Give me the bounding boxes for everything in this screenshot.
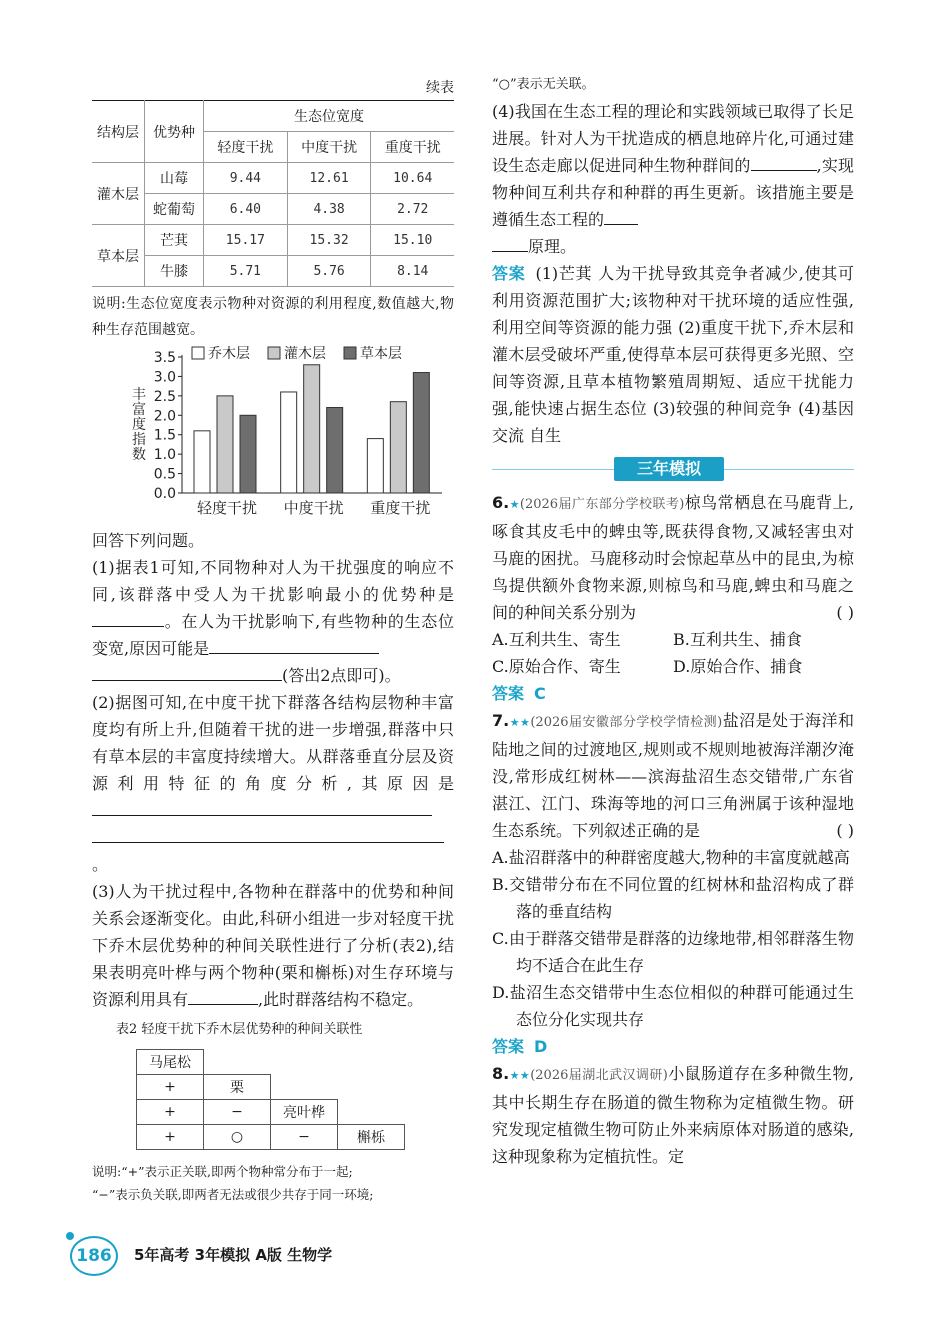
difficulty-star-icon: ★★ bbox=[509, 1069, 531, 1082]
answer-block-7: 答案 D bbox=[492, 1037, 548, 1056]
answer-blank bbox=[92, 610, 164, 627]
x-tick-label: 轻度干扰 bbox=[196, 499, 258, 517]
table-row: 草本层 芒萁 15.17 15.32 15.10 bbox=[92, 225, 454, 256]
table-cell: 马尾松 bbox=[137, 1050, 204, 1075]
y-tick-label: 0.5 bbox=[153, 466, 176, 483]
bar-灌木层-轻度干扰 bbox=[217, 396, 233, 493]
table-cell: 亮叶桦 bbox=[271, 1100, 338, 1125]
empty-cell bbox=[338, 1075, 405, 1100]
answer-block-6: 答案 C bbox=[492, 684, 546, 703]
banner-title: 三年模拟 bbox=[614, 457, 724, 481]
legend-swatch bbox=[344, 347, 356, 359]
richness-bar-chart bbox=[122, 345, 452, 525]
bar-乔木层-轻度干扰 bbox=[194, 431, 210, 493]
y-tick-label: 2.5 bbox=[153, 388, 176, 405]
bar-灌木层-重度干扰 bbox=[390, 402, 406, 493]
option-c: C.原始合作、寄生 bbox=[492, 657, 621, 676]
table-cell: + bbox=[137, 1075, 204, 1100]
y-tick-label: 0.0 bbox=[153, 486, 176, 502]
left-column bbox=[92, 78, 454, 1206]
difficulty-star-icon: ★ bbox=[509, 498, 520, 511]
table-cell: 栗 bbox=[204, 1075, 271, 1100]
page-footer bbox=[62, 1236, 462, 1276]
y-tick-label: 2.0 bbox=[153, 408, 176, 425]
options-row bbox=[492, 626, 854, 653]
table-row bbox=[137, 1075, 405, 1100]
dot-icon bbox=[66, 1232, 74, 1240]
book-title: 5年高考 3年模拟 A版 生物学 bbox=[134, 1246, 333, 1264]
table-row: 蛇葡萄 6.40 4.38 2.72 bbox=[92, 194, 454, 225]
empty-cell bbox=[338, 1050, 405, 1075]
option-d: D.盐沼生态交错带中生态位相似的种群可能通过生态位分化实现共存 bbox=[492, 983, 854, 1029]
option-c: C.由于群落交错带是群落的边缘地带,相邻群落生物均不适合在此生存 bbox=[492, 929, 854, 975]
bar-乔木层-重度干扰 bbox=[367, 439, 383, 493]
option-a: A.盐沼群落中的种群密度越大,物种的丰富度就越高 bbox=[492, 848, 850, 867]
option-b: B.互利共生、捕食 bbox=[673, 630, 802, 649]
th-layer: 结构层 bbox=[92, 101, 145, 163]
legend-label: 草本层 bbox=[360, 346, 402, 362]
table-cell: + bbox=[137, 1100, 204, 1125]
table2-note-1: 说明:“+”表示正关联,即两个物种常分布于一起; bbox=[92, 1164, 353, 1179]
y-tick-label: 1.5 bbox=[153, 427, 176, 444]
x-tick-label: 重度干扰 bbox=[370, 499, 431, 517]
right-column bbox=[492, 78, 854, 1170]
th-heavy: 重度干扰 bbox=[371, 132, 454, 163]
table-row: 灌木层 山莓 9.44 12.61 10.64 bbox=[92, 163, 454, 194]
table2-caption: 表2 轻度干扰下乔木层优势种的种间关联性 bbox=[116, 1022, 363, 1037]
table-cell: + bbox=[137, 1125, 204, 1150]
legend-label: 乔木层 bbox=[208, 346, 250, 362]
y-tick-label: 3.0 bbox=[153, 369, 176, 386]
bar-草本层-轻度干扰 bbox=[240, 415, 256, 493]
answer-blank bbox=[188, 988, 258, 1005]
table-cell: ○ bbox=[204, 1125, 271, 1150]
answer-blank bbox=[209, 637, 379, 654]
table-row: 牛膝 5.71 5.76 8.14 bbox=[92, 256, 454, 287]
bar-乔木层-中度干扰 bbox=[281, 392, 297, 493]
answer-label: 答案 bbox=[492, 264, 526, 283]
question-1: (1)据表1可知,不同物种对人为干扰强度的响应不同,该群落中受人为干扰影响最小的优势种是。在人为干扰影响下,有些物种的生态位变宽,原因可能是 (答出2点即可)。 bbox=[92, 558, 454, 685]
answer-blank bbox=[492, 235, 528, 252]
options-row bbox=[492, 653, 854, 680]
table-cell: 槲栎 bbox=[338, 1125, 405, 1150]
th-medium: 中度干扰 bbox=[287, 132, 371, 163]
table2-note-3: “○”表示无关联。 bbox=[492, 77, 595, 92]
option-a: A.互利共生、寄生 bbox=[492, 630, 621, 649]
table-cell: − bbox=[204, 1100, 271, 1125]
empty-cell bbox=[271, 1050, 338, 1075]
table-cell: − bbox=[271, 1125, 338, 1150]
option-d: D.原始合作、捕食 bbox=[673, 657, 803, 676]
legend-swatch bbox=[268, 347, 280, 359]
y-tick-label: 1.0 bbox=[153, 447, 176, 464]
difficulty-star-icon: ★★ bbox=[509, 716, 531, 729]
empty-cell bbox=[271, 1075, 338, 1100]
answer-blank bbox=[751, 154, 817, 171]
th-light: 轻度干扰 bbox=[204, 132, 288, 163]
answer-blank bbox=[92, 799, 432, 816]
question-intro: 回答下列问题。 bbox=[92, 531, 205, 550]
empty-cell bbox=[338, 1100, 405, 1125]
th-species: 优势种 bbox=[145, 101, 204, 163]
page-number: 186 bbox=[70, 1236, 118, 1276]
section-banner bbox=[492, 457, 854, 483]
table-continued-label: 续表 bbox=[426, 80, 454, 96]
x-tick-label: 中度干扰 bbox=[283, 499, 344, 517]
answer-blank bbox=[92, 664, 282, 681]
question-2: (2)据图可知,在中度干扰下群落各结构层物种丰富度均有所上升,但随着干扰的进一步增强,群落中只有草本层的丰富度持续增大。从群落垂直分层及资源利用特征的角度分析,其原因是 。 bbox=[92, 693, 454, 874]
answer-blank bbox=[604, 208, 638, 225]
table-row bbox=[137, 1125, 405, 1150]
legend-label: 灌木层 bbox=[284, 346, 326, 362]
question-6: 6.★(2026届广东部分学校联考)椋鸟常栖息在马鹿背上,啄食其皮毛中的蜱虫等,既获得食物,又减轻害虫对马鹿的困扰。马鹿移动时会惊起草丛中的昆虫,为椋鸟提供额外食物来源,则椋鸟和马鹿,蜱虫和马鹿之间的种间关系分别为 ( ) bbox=[492, 493, 854, 622]
table1-note: 说明:生态位宽度表示物种对资源的利用程度,数值越大,物种生存范围越宽。 bbox=[92, 296, 454, 338]
option-b: B.交错带分布在不同位置的红树林和盐沼构成了群落的垂直结构 bbox=[492, 875, 854, 921]
niche-width-table bbox=[92, 100, 454, 287]
th-niche-width: 生态位宽度 bbox=[204, 101, 455, 132]
table-row bbox=[137, 1050, 405, 1075]
table-row bbox=[137, 1100, 405, 1125]
bar-草本层-中度干扰 bbox=[327, 408, 343, 493]
question-8: 8.★★(2026届湖北武汉调研)小鼠肠道存在多种微生物,其中长期生存在肠道的微生物称为定植微生物。研究发现定植微生物可防止外来病原体对肠道的感染,这种现象称为定植抗性。定 bbox=[492, 1064, 854, 1166]
association-table bbox=[136, 1049, 405, 1150]
y-tick-label: 3.5 bbox=[153, 350, 176, 366]
empty-cell bbox=[204, 1050, 271, 1075]
legend-swatch bbox=[192, 347, 204, 359]
table2-note-2: “−”表示负关联,即两者无法或很少共存于同一环境; bbox=[92, 1187, 374, 1202]
question-7: 7.★★(2026届安徽部分学校学情检测)盐沼是处于海洋和陆地之间的过渡地区,规则或不规则地被海洋潮汐淹没,常形成红树林——滨海盐沼生态交错带,广东省湛江、江门、珠海等地的河口三角洲属于该种湿地生态系统。下列叙述正确的是 ( ) bbox=[492, 711, 854, 840]
answer-block-5: 答案 (1)芒萁 人为干扰导致其竞争者减少,使其可利用资源范围扩大;该物种对干扰环境的适应性强,利用空间等资源的能力强 (2)重度干扰下,乔木层和灌木层受破坏严重,使得草本层可获得更多光照、空间等资源,且草本植物繁殖周期短、适应干扰能力强,能快速占据生态位 (3)较强的种间竞争 (4)基因交流 自生 bbox=[492, 264, 854, 445]
question-4: (4)我国在生态工程的理论和实践领域已取得了长足进展。针对人为干扰造成的栖息地碎片化,可通过建设生态走廊以促进同种生物种群间的 ,实现物种间互利共存和种群的再生更新。该措施主要是遵循生态工程的 原理。 bbox=[492, 102, 854, 256]
bar-灌木层-中度干扰 bbox=[304, 365, 320, 493]
answer-blank bbox=[92, 826, 444, 843]
question-3: (3)人为干扰过程中,各物种在群落中的优势和种间关系会逐渐变化。由此,科研小组进一步对轻度干扰下乔木层优势种的种间关联性进行了分析(表2),结果表明亮叶桦与两个物种(栗和槲栎)对生存环境与资源利用具有 ,此时群落结构不稳定。 bbox=[92, 882, 454, 1009]
bar-草本层-重度干扰 bbox=[413, 373, 429, 493]
y-axis-label: 丰富度指数 bbox=[130, 386, 146, 462]
